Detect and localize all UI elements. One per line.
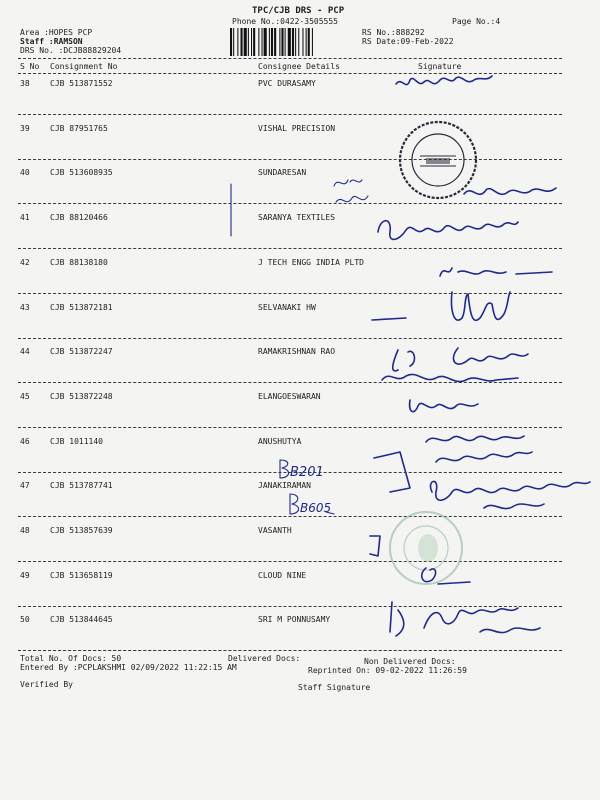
row-consignee: VISHAL PRECISION (258, 124, 336, 133)
row-sno: 39 (20, 124, 30, 133)
row-consignee: RAMAKRISHNAN RAO (258, 347, 336, 356)
signature-41 (372, 210, 522, 250)
pen-stroke (228, 182, 234, 238)
barcode-bar (253, 28, 255, 56)
row-consignee: ANUSHUTYA (258, 437, 302, 446)
row-consignee: J TECH ENGG INDIA PLTD (258, 258, 364, 267)
col-consignee: Consignee Details (258, 62, 340, 71)
row-consignee: CLOUD NINE (258, 571, 307, 580)
barcode-bar (241, 28, 243, 56)
barcode-bar (264, 28, 267, 56)
handwritten-note-41 (328, 172, 388, 212)
row-consignment-no: CJB 513871552 (50, 79, 113, 88)
row-sno: 50 (20, 615, 30, 624)
row-divider (18, 338, 562, 339)
col-sno: S No (20, 62, 40, 71)
row-consignee: SELVANAKI HW (258, 303, 316, 312)
row-consignment-no: CJB 513844645 (50, 615, 113, 624)
barcode-bar (285, 28, 286, 56)
col-consignment: Consignment No (50, 62, 118, 71)
verified-by: Verified By (20, 680, 73, 689)
barcode-bar (295, 28, 296, 56)
door-note-b605 (286, 490, 336, 520)
barcode-bar (269, 28, 270, 56)
barcode-bar (306, 28, 307, 56)
row-consignee: ELANGOESWARAN (258, 392, 321, 401)
barcode-bar (308, 28, 310, 56)
row-consignment-no: CJB 87951765 (50, 124, 108, 133)
row-sno: 48 (20, 526, 30, 535)
signature-43 (446, 286, 516, 332)
barcode-bar (262, 28, 263, 56)
rs-number: RS No.:888292 (362, 28, 425, 37)
row-sno: 44 (20, 347, 30, 356)
drs-number: DRS No. :DCJB88829204 (20, 46, 122, 55)
row-consignment-no: CJB 88120466 (50, 213, 108, 222)
row-consignment-no: CJB 513872247 (50, 347, 113, 356)
door-note-b201 (276, 454, 326, 484)
barcode-bar (281, 28, 283, 56)
row-divider (18, 114, 562, 115)
row-consignment-no: CJB 513872181 (50, 303, 113, 312)
row-divider (18, 561, 562, 562)
row-consignment-no: CJB 513608935 (50, 168, 113, 177)
barcode-bar (279, 28, 280, 56)
row-sno: 40 (20, 168, 30, 177)
row-sno: 47 (20, 481, 30, 490)
row-sno: 41 (20, 213, 30, 222)
signature-38 (392, 68, 502, 98)
barcode-bar (312, 28, 313, 56)
pen-stroke-43 (370, 312, 410, 324)
barcode-bar (288, 28, 291, 56)
total-docs: Total No. Of Docs: 50 (20, 654, 122, 663)
staff-signature: Staff Signature (298, 683, 371, 692)
row-consignment-no: CJB 513872248 (50, 392, 113, 401)
barcode-bar (274, 28, 276, 56)
signature-42 (436, 258, 556, 284)
row-consignee: SRI M PONNUSAMY (258, 615, 331, 624)
row-sno: 46 (20, 437, 30, 446)
barcode-bar (298, 28, 299, 56)
barcode-bar (302, 28, 303, 56)
row-sno: 38 (20, 79, 30, 88)
rs-date: RS Date:09-Feb-2022 (362, 37, 454, 46)
row-divider (18, 159, 562, 160)
page-number: Page No.:4 (452, 17, 501, 26)
barcode-bar (237, 28, 238, 56)
row-consignment-no: CJB 513658119 (50, 571, 113, 580)
col-signature: Signature (418, 62, 462, 71)
row-sno: 42 (20, 258, 30, 267)
area-label: Area :HOPES PCP (20, 28, 93, 37)
row-consignee: VASANTH (258, 526, 292, 535)
barcode (230, 28, 358, 56)
signature-49 (416, 560, 476, 590)
row-consignee: PVC DURASAMY (258, 79, 316, 88)
barcode-bar (251, 28, 252, 56)
entered-by: Entered By :PCPLAKSHMI 02/09/2022 11:22:15 AM (20, 663, 237, 672)
barcode-bar (244, 28, 247, 56)
reprinted-on: Reprinted On: 09-02-2022 11:26:59 (308, 666, 467, 675)
barcode-bar (230, 28, 232, 56)
row-consignee: SUNDARESAN (258, 168, 307, 177)
signature-50 (384, 588, 554, 650)
row-sno: 43 (20, 303, 30, 312)
door-note-text: B201 (290, 465, 324, 480)
header-top-rule (18, 58, 562, 59)
delivered-docs: Delivered Docs: (228, 654, 301, 663)
row-sno: 49 (20, 571, 30, 580)
footer-rule (18, 650, 562, 651)
row-sno: 45 (20, 392, 30, 401)
phone-number: Phone No.:0422-3505555 (232, 17, 338, 26)
pen-mark-48 (366, 532, 386, 562)
row-consignment-no: CJB 513787741 (50, 481, 113, 490)
document-title: TPC/CJB DRS - PCP (252, 6, 345, 16)
signature-40 (460, 180, 560, 204)
signature-45 (404, 392, 494, 420)
door-note-text-2: B605 (300, 501, 332, 515)
row-consignment-no: CJB 513857639 (50, 526, 113, 535)
row-consignee: SARANYA TEXTILES (258, 213, 336, 222)
barcode-bar (248, 28, 249, 56)
barcode-bar (292, 28, 294, 56)
staff-label: Staff :RAMSON (20, 37, 83, 46)
row-consignee: JANAKIRAMAN (258, 481, 311, 490)
signature-47 (424, 472, 594, 518)
barcode-bar (271, 28, 273, 56)
barcode-bar (233, 28, 234, 56)
row-consignment-no: CJB 1011140 (50, 437, 103, 446)
non-delivered-docs: Non Delivered Docs: (364, 657, 456, 666)
barcode-bar (258, 28, 259, 56)
row-consignment-no: CJB 88138180 (50, 258, 108, 267)
